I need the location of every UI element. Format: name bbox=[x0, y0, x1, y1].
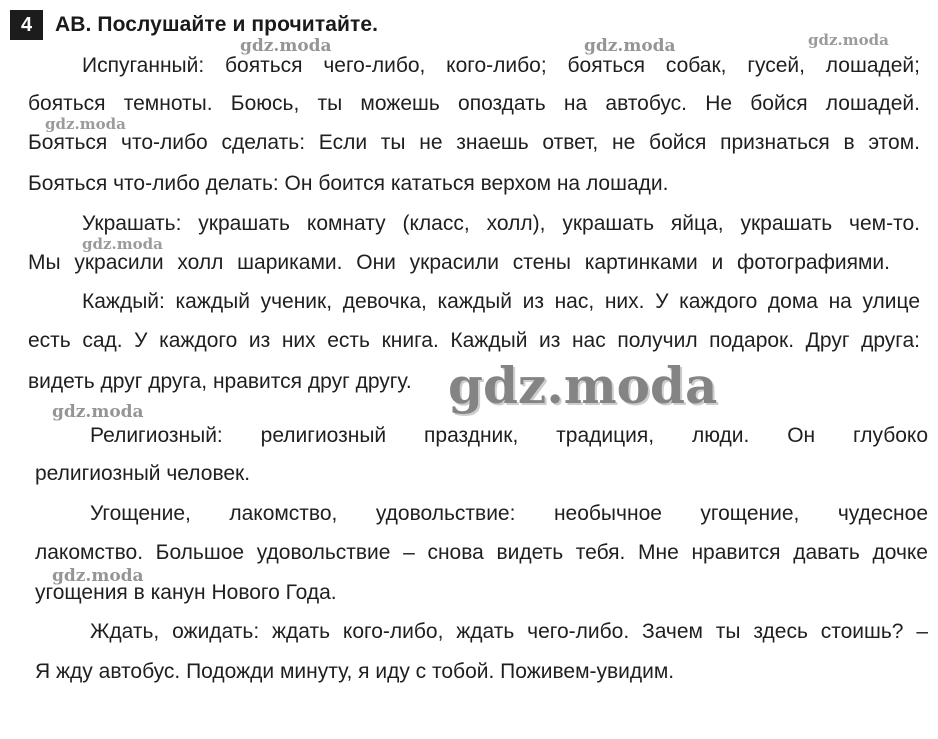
watermark-logo-large: gdz.moda bbox=[448, 356, 718, 415]
watermark-logo: gdz.moda bbox=[240, 36, 332, 56]
paragraph-5-line-1: Угощение, лакомство, удовольствие: необычное угощение, чудесное bbox=[90, 502, 928, 525]
paragraph-5-line-2: лакомство. Большое удовольствие – снова видеть тебя. Мне нравится давать дочке bbox=[35, 541, 928, 564]
paragraph-3-line-1: Каждый: каждый ученик, девочка, каждый из нас, них. У каждого дома на улице bbox=[82, 290, 920, 313]
paragraph-1-line-4: Бояться что-либо делать: Он боится кататься верхом на лошади. bbox=[28, 172, 669, 195]
watermark-logo: gdz.moda bbox=[808, 31, 889, 49]
watermark-logo: gdz.moda bbox=[45, 115, 126, 133]
paragraph-5-line-3: угощения в канун Нового Года. bbox=[35, 581, 337, 604]
watermark-logo: gdz.moda bbox=[52, 402, 144, 422]
paragraph-2-line-1: Украшать: украшать комнату (класс, холл), украшать яйца, украшать чем-то. bbox=[82, 212, 920, 235]
paragraph-3-line-2: есть сад. У каждого из них есть книга. Каждый из нас получил подарок. Друг друга: bbox=[28, 329, 920, 352]
paragraph-4-line-1: Религиозный: религиозный праздник, традиция, люди. Он глубоко bbox=[90, 424, 928, 447]
exercise-number-badge: 4 bbox=[10, 10, 43, 40]
paragraph-3-line-3: видеть друг друга, нравится друг другу. bbox=[28, 370, 412, 393]
exercise-title: АВ. Послушайте и прочитайте. bbox=[55, 13, 379, 36]
paragraph-1-line-1: Испуганный: бояться чего-либо, кого-либо; бояться собак, гусей, лошадей; bbox=[82, 54, 920, 77]
paragraph-1-line-2: бояться темноты. Боюсь, ты можешь опоздать на автобус. Не бойся лошадей. bbox=[28, 92, 920, 115]
paragraph-4-line-2: религиозный человек. bbox=[35, 462, 251, 485]
watermark-logo: gdz.moda bbox=[82, 235, 163, 253]
watermark-logo: gdz.moda bbox=[584, 36, 676, 56]
paragraph-6-line-1: Ждать, ожидать: ждать кого-либо, ждать чего-либо. Зачем ты здесь стоишь? – bbox=[90, 620, 928, 643]
watermark-logo: gdz.moda bbox=[52, 566, 144, 586]
paragraph-2-line-2: Мы украсили холл шариками. Они украсили стены картинками и фотографиями. bbox=[28, 251, 890, 274]
paragraph-1-line-3: Бояться что-либо сделать: Если ты не знаешь ответ, не бойся признаться в этом. bbox=[28, 131, 920, 154]
paragraph-6-line-2: Я жду автобус. Подожди минуту, я иду с тобой. Поживем-увидим. bbox=[35, 660, 675, 683]
